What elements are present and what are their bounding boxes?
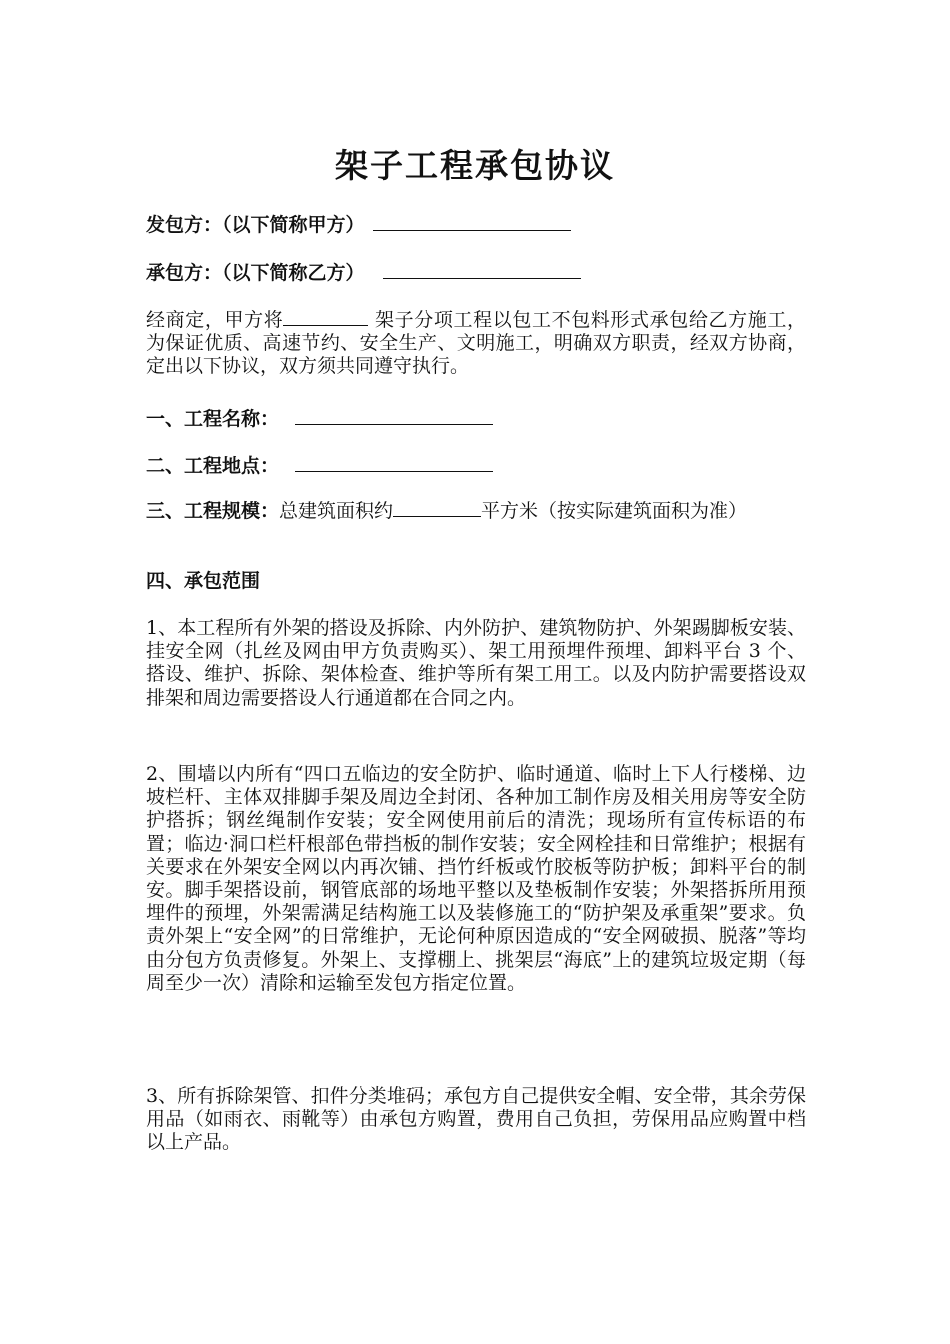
section-1-label: 一、工程名称： — [146, 408, 280, 430]
section-4-heading: 四、承包范围 — [146, 570, 261, 592]
section-3-text-before: 总建筑面积约 — [279, 500, 394, 522]
section-1-blank — [295, 404, 493, 425]
section-1-line — [146, 404, 493, 431]
section-3-label: 三、工程规模： — [146, 500, 280, 522]
party-a-line — [146, 210, 571, 237]
party-b-label: 承包方：（以下简称乙方） — [146, 262, 365, 284]
intro-blank — [283, 305, 368, 326]
party-a-blank — [373, 210, 571, 231]
party-b-blank — [383, 258, 581, 279]
section-4-item-2: 2、围墙以内所有“四口五临边的安全防护、临时通道、临时上下人行楼梯、边坡栏杆、主体双排脚手架及周边全封闭、各种加工制作房及相关用房等安全防护搭拆；钢丝绳制作安装；安全网使用前后的清洗；现场所有宣传标语的布置；临边·洞口栏杆根部色带挡板的制作安装；安全网栓挂和日常维护；根据有关要求在外架安全网以内再次铺、挡竹纤板或竹胶板等防护板；卸料平台的制安。脚手架搭设前，钢管底部的场地平整以及垫板制作安装；外架搭拆所用预埋件的预埋，外架需满足结构施工以及装修施工的“防护架及承重架”要求。负责外架上“安全网”的日常维护，无论何种原因造成的“安全网破损、脱落”等均由分包方负责修复。外架上、支撑棚上、挑架层“海底”上的建筑垃圾定期（每周至少一次）清除和运输至发包方指定位置。 — [146, 763, 806, 994]
section-4-item-3: 3、所有拆除架管、扣件分类堆码；承包方自己提供安全帽、安全带，其余劳保用品（如雨衣、雨靴等）由承包方购置，费用自己负担，劳保用品应购置中档以上产品。 — [146, 1085, 806, 1154]
intro-text-after: 架子分项工程以包工不包料形式承包给乙方施工，为保证优质、高速节约、安全生产、文明施工，明确双方职责，经双方协商，定出以下协议，双方须共同遵守执行。 — [146, 309, 806, 378]
intro-paragraph — [146, 305, 806, 379]
intro-text-before: 经商定，甲方将 — [146, 309, 284, 331]
party-b-line — [146, 258, 581, 285]
section-3-blank — [393, 496, 481, 517]
section-3-paragraph — [146, 496, 806, 523]
page-title: 架子工程承包协议 — [335, 146, 615, 185]
party-a-label: 发包方：（以下简称甲方） — [146, 214, 365, 236]
section-2-label: 二、工程地点： — [146, 455, 280, 477]
section-2-blank — [295, 451, 493, 472]
section-2-line — [146, 451, 493, 478]
section-3-text-after: 平方米（按实际建筑面积为准） — [481, 500, 748, 522]
section-4-item-1: 1、本工程所有外架的搭设及拆除、内外防护、建筑物防护、外架踢脚板安装、挂安全网（扎丝及网由甲方负责购买）、架工用预埋件预埋、卸料平台 3 个、搭设、维护、拆除、架体检查、维护等所有架工用工。以及内防护需要搭设双排架和周边需要搭设人行通道都在合同之内。 — [146, 617, 806, 709]
